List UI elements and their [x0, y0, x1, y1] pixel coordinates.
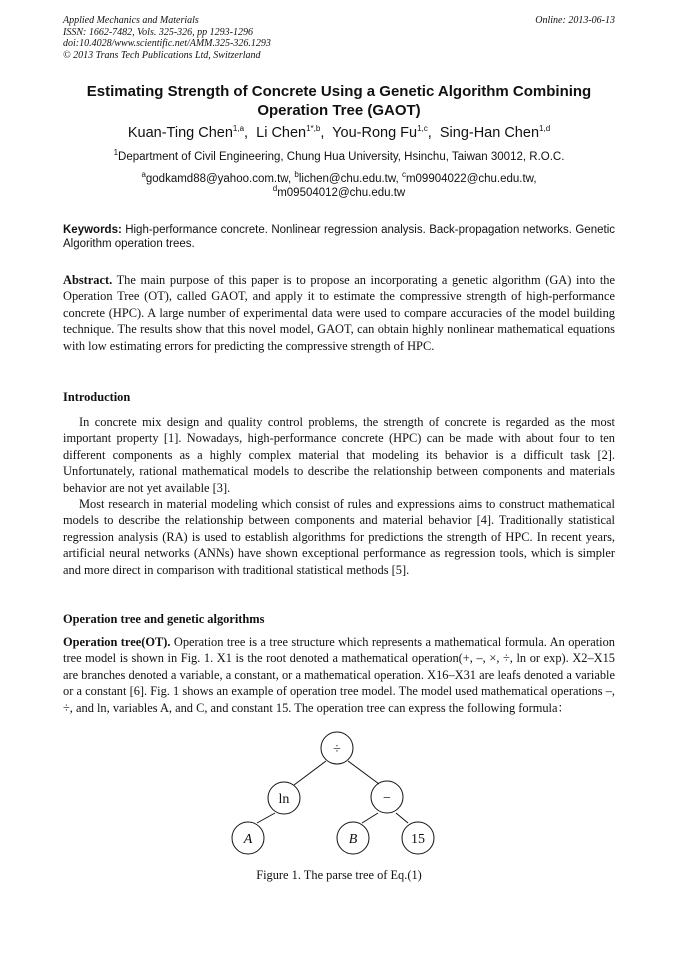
- tree-label-leaf-c: 15: [411, 832, 425, 847]
- copyright-line: © 2013 Trans Tech Publications Ltd, Switzerland: [63, 49, 261, 61]
- tree-edge: [396, 813, 408, 823]
- introduction-paragraph-1: In concrete mix design and quality control problems, the strength of concrete is regarded as the most important property [1]. Nowadays, high-performance concrete (HPC) can be made with about four to ten different components as a highly complex material that modeling its behavior is a difficult task [2]. Unfortunately, rational mathematical models to describe the relationship between components and materials behavior are not yet available [3].: [63, 415, 615, 495]
- subsection-text: Operation tree is a tree structure which represents a mathematical formula. An operation tree model is shown in Fig. 1. X1 is the root denoted a mathematical operation(+, –, ×, ÷, ln or exp). X2–X15 are branches denoted a variable, a constant, or a mathematical operation. X16–X31 are leafs denoted a variable or a constant [6]. Fig. 1 shows an example of operation tree model. The model used mathematical operations –, ÷, and ln, variables A, and C, and constant 15. The operation tree can express the following formula：: [63, 635, 615, 715]
- keywords-text: High-performance concrete. Nonlinear regression analysis. Back-propagation networks. Genetic Algorithm operation trees.: [63, 224, 615, 250]
- doi-line: doi:10.4028/www.scientific.net/AMM.325-326.1293: [63, 38, 271, 50]
- email-address: m09504012@chu.edu.tw: [277, 187, 406, 199]
- email-mark: d: [272, 184, 278, 194]
- author-affil-mark: 1,c: [417, 124, 428, 134]
- tree-label-right: −: [383, 791, 391, 806]
- author-affil-mark: 1*,b: [306, 124, 321, 134]
- keywords-label: Keywords:: [63, 224, 122, 236]
- email-address: m09904022@chu.edu.tw,: [405, 173, 537, 185]
- tree-label-leaf-b: B: [348, 832, 358, 847]
- tree-label-left: ln: [278, 792, 290, 807]
- figure-caption: Figure 1. The parse tree of Eq.(1): [256, 868, 422, 882]
- abstract-label: Abstract.: [63, 273, 113, 287]
- tree-edge: [257, 813, 275, 823]
- tree-label-root: ÷: [333, 742, 341, 757]
- email-address: lichen@chu.edu.tw,: [298, 173, 399, 185]
- author-name: You-Rong Fu: [332, 125, 418, 141]
- author-name: Kuan-Ting Chen: [127, 125, 233, 141]
- author-affil-mark: 1,d: [539, 124, 551, 134]
- email-mark: c: [401, 170, 406, 180]
- email-address: godkamd88@yahoo.com.tw,: [145, 173, 292, 185]
- tree-edge: [348, 761, 379, 784]
- section-heading: Operation tree and genetic algorithms: [63, 612, 265, 626]
- tree-edge: [362, 813, 378, 823]
- email-mark: a: [141, 170, 146, 180]
- issn-line: ISSN: 1662-7482, Vols. 325-326, pp 1293-1296: [63, 26, 253, 38]
- introduction-heading: Introduction: [63, 390, 131, 404]
- subsection-label: Operation tree(OT).: [63, 635, 171, 649]
- tree-label-leaf-a: A: [243, 832, 253, 847]
- abstract-text: The main purpose of this paper is to propose an incorporating a genetic algorithm (GA) into the Operation Tree (OT), called GAOT, and apply it to estimate the compressive strength of high-performance concrete (HPC). A large number of experimental data were used to compare accuracies of the model building technique. The results show that this novel model, GAOT, can obtain highly nonlinear mathematical equations with low estimating errors for predicting the compressive strength of HPC.: [63, 273, 615, 353]
- author-list: Kuan-Ting Chen$^{1,a}$, Li Chen$^{1*,b}$, You-Rong Fu$^{1,c}$, Sing-Han Chen$^{1,d}$: [127, 124, 551, 141]
- title-line-1: Estimating Strength of Concrete Using a Genetic Algorithm Combining: [86, 83, 592, 100]
- author-name: Li Chen: [256, 125, 307, 141]
- affiliation-mark: 1: [113, 148, 119, 158]
- author-name: Sing-Han Chen: [439, 125, 540, 141]
- affiliation-text: Department of Civil Engineering, Chung Hua University, Hsinchu, Taiwan 30012, R.O.C.: [118, 151, 565, 163]
- online-date: Online: 2013-06-13: [535, 15, 615, 26]
- author-affil-mark: 1,a: [232, 124, 245, 134]
- title-line-2: Operation Tree (GAOT): [257, 102, 421, 119]
- journal-name: Applied Mechanics and Materials: [63, 15, 199, 26]
- email-mark: b: [294, 170, 299, 180]
- introduction-paragraph-2: Most research in material modeling which consist of rules and expressions aims to construct mathematical models to describe the relationship between components and material behavior [4]. Traditionally statistical regression analysis (RA) is used to establish algorithms for predictions the strength of HPC. In recent years, artificial neural networks (ANNs) have shown exceptional performance as regression tools, which is simpler and more direct in comparison with traditional statistical methods [5].: [63, 497, 615, 577]
- tree-edge: [294, 761, 326, 785]
